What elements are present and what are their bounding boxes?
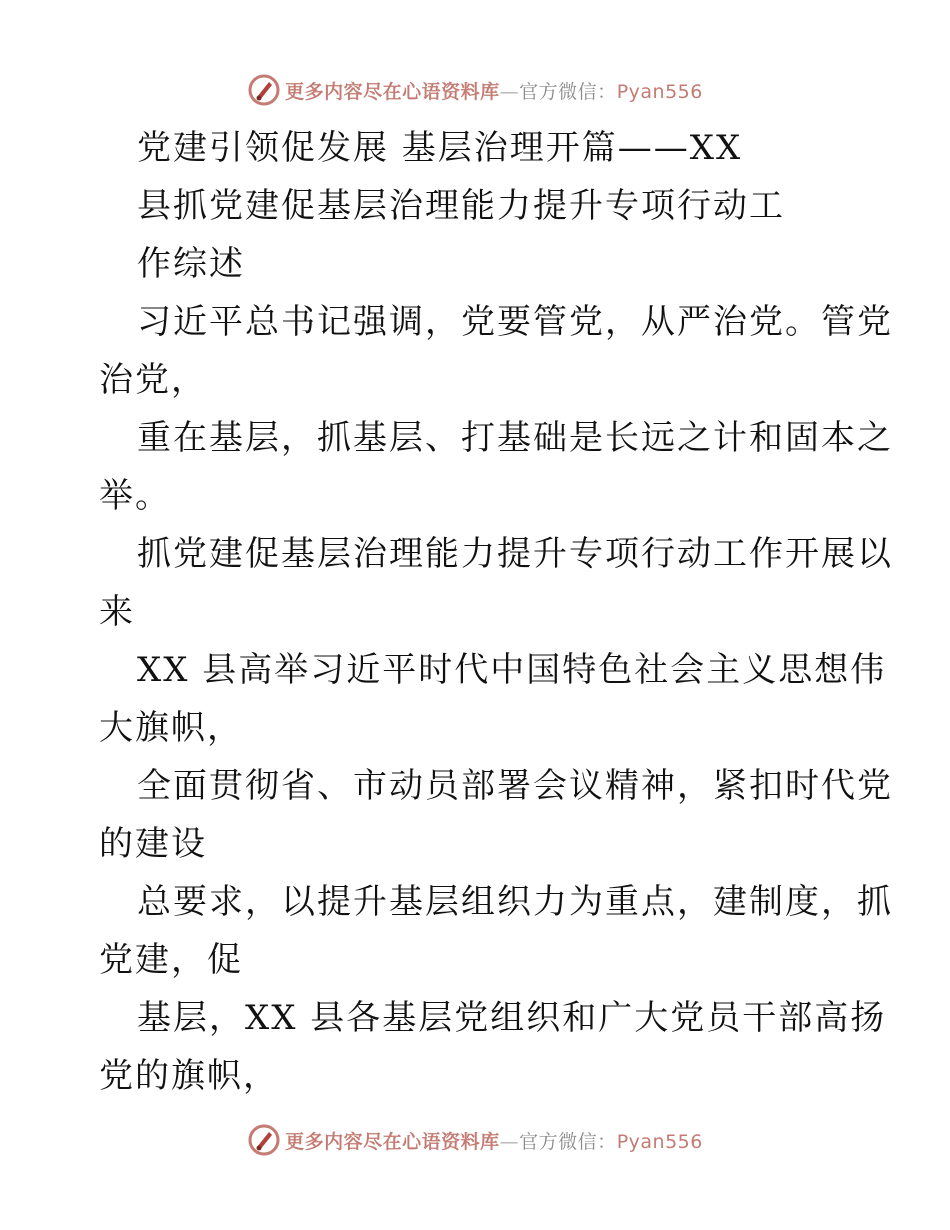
header-watermark [0, 70, 950, 110]
watermark-wechat-id: Pyan556 [616, 80, 703, 103]
title-line-1: 党建引领促发展 基层治理开篇——XX [137, 128, 743, 168]
watermark-separator: — [499, 80, 520, 103]
watermark-brand: 更多内容尽在心语资料库 [285, 1130, 500, 1153]
paragraph-line: 习近平总书记强调，党要管党，从严治党。管党 [137, 302, 893, 342]
watermark-brand: 更多内容尽在心语资料库 [285, 80, 500, 103]
pen-nib-circle-icon [247, 1123, 281, 1157]
paragraph-line: 总要求，以提升基层组织力为重点，建制度，抓 [137, 882, 893, 922]
paragraph-line: XX 县高举习近平时代中国特色社会主义思想伟 [137, 650, 887, 690]
watermark-wechat-id: Pyan556 [616, 1130, 703, 1153]
paragraph-line: 举。 [99, 476, 171, 516]
pen-nib-circle-icon [247, 73, 281, 107]
watermark-wechat-label: 官方微信： [519, 1130, 617, 1153]
paragraph-line: 重在基层，抓基层、打基础是长远之计和固本之 [137, 418, 893, 458]
paragraph-line: 基层，XX 县各基层党组织和广大党员干部高扬 [137, 998, 887, 1038]
footer-watermark [0, 1120, 950, 1160]
paragraph-line: 治党， [99, 360, 207, 400]
paragraph-line: 的建设 [99, 824, 207, 864]
title-line-2: 县抓党建促基层治理能力提升专项行动工 [137, 186, 785, 226]
paragraph-line: 党的旗帜， [99, 1056, 279, 1096]
watermark-separator: — [499, 1130, 520, 1153]
paragraph-line: 来 [99, 592, 135, 632]
paragraph-line: 大旗帜， [99, 708, 243, 748]
paragraph-line: 全面贯彻省、市动员部署会议精神，紧扣时代党 [137, 766, 893, 806]
paragraph-line: 抓党建促基层治理能力提升专项行动工作开展以 [137, 534, 893, 574]
watermark-wechat-label: 官方微信： [519, 80, 617, 103]
title-line-3: 作综述 [137, 244, 245, 284]
paragraph-line: 党建，促 [99, 940, 243, 980]
